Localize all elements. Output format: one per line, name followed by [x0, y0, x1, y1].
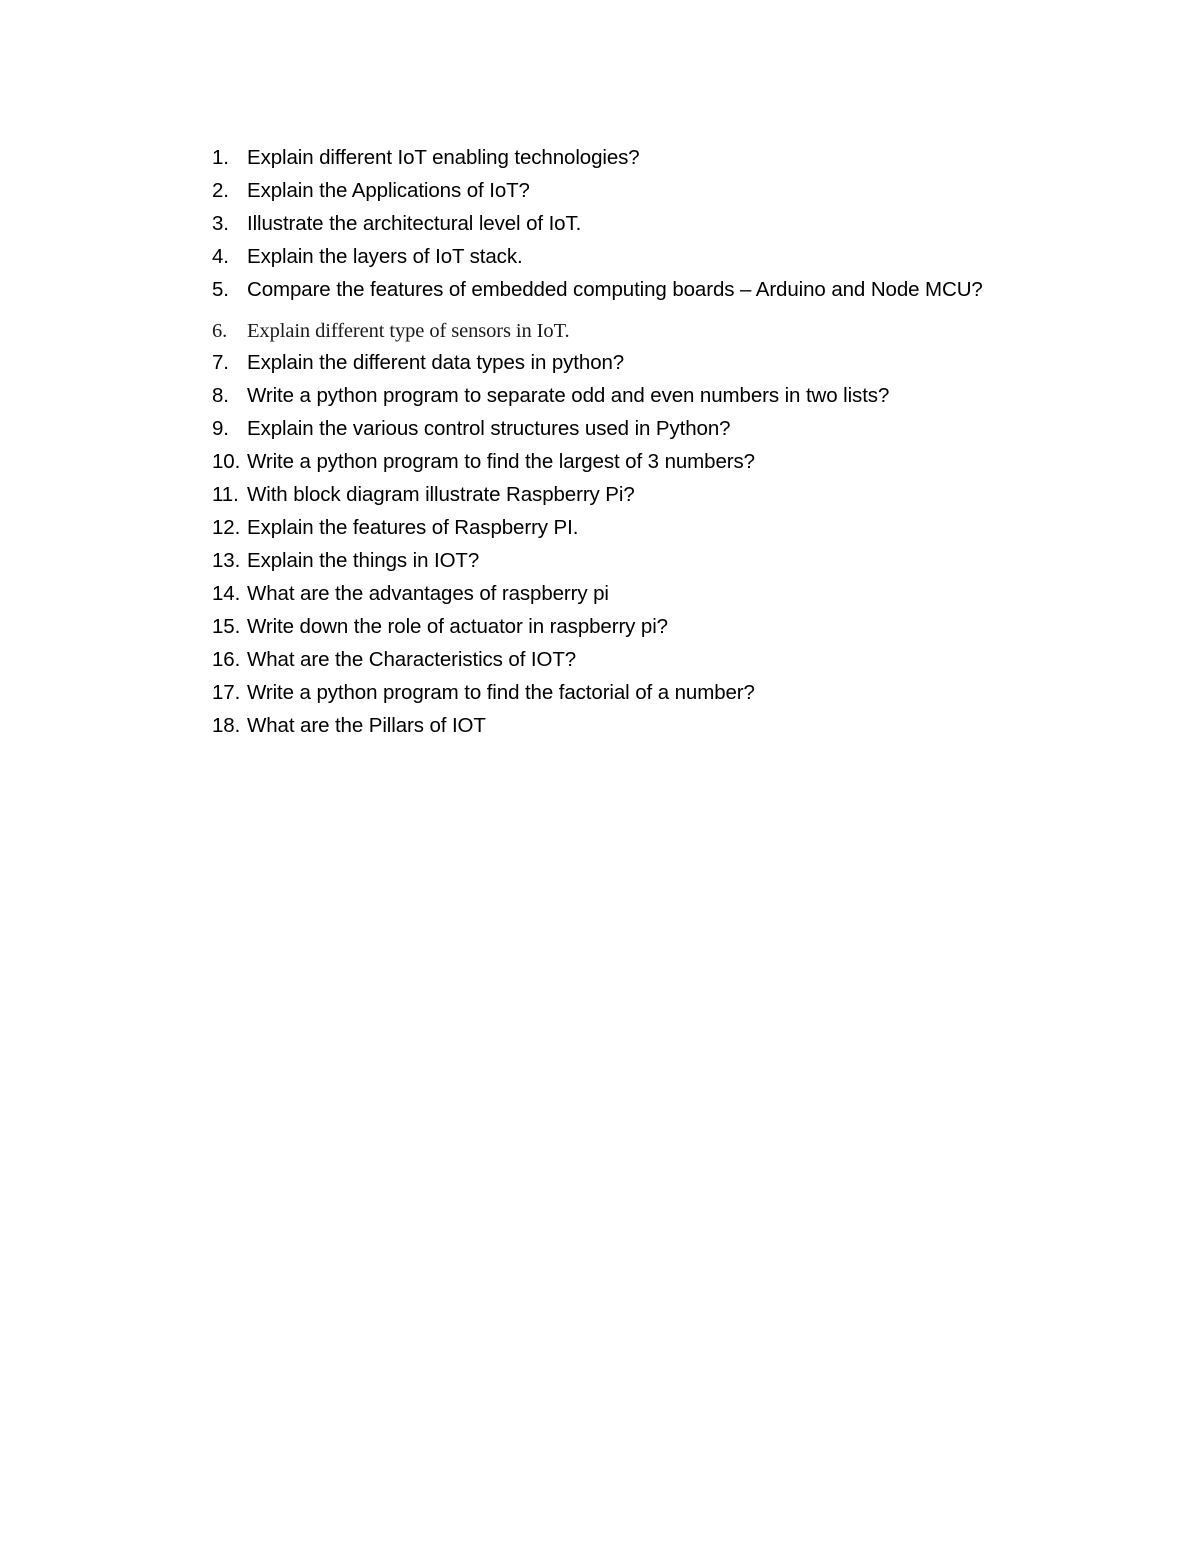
item-number: 1. — [212, 146, 229, 169]
list-item — [212, 412, 992, 445]
list-item — [212, 318, 992, 344]
item-number: 7. — [212, 351, 229, 374]
list-item — [212, 643, 992, 676]
list-item — [212, 240, 992, 273]
list-item — [212, 676, 992, 709]
item-number: 12. — [212, 516, 241, 539]
item-text: Explain the things in IOT? — [247, 549, 480, 572]
item-number: 17. — [212, 681, 241, 704]
item-text: What are the advantages of raspberry pi — [247, 582, 609, 605]
item-text: Explain the features of Raspberry PI. — [247, 516, 579, 539]
item-text: Write a python program to find the factorial of a number? — [247, 681, 755, 704]
question-list — [212, 141, 992, 742]
item-text: Write a python program to find the largest of 3 numbers? — [247, 450, 755, 473]
list-item — [212, 610, 992, 643]
item-number: 5. — [212, 278, 229, 301]
item-number: 14. — [212, 582, 241, 605]
item-number: 3. — [212, 212, 229, 235]
item-number: 16. — [212, 648, 241, 671]
list-item — [212, 141, 992, 174]
item-number: 13. — [212, 549, 241, 572]
item-text: Explain different type of sensors in IoT. — [247, 320, 570, 342]
item-number: 6. — [212, 320, 228, 342]
list-item — [212, 709, 992, 742]
item-text: Explain different IoT enabling technologies? — [247, 146, 640, 169]
list-item — [212, 273, 992, 306]
item-text: Explain the Applications of IoT? — [247, 179, 530, 202]
item-text: Compare the features of embedded computing boards – Arduino and Node MCU? — [247, 278, 983, 301]
item-number: 4. — [212, 245, 229, 268]
list-item — [212, 379, 992, 412]
item-number: 9. — [212, 417, 229, 440]
list-item — [212, 577, 992, 610]
item-text: What are the Characteristics of IOT? — [247, 648, 577, 671]
list-item — [212, 346, 992, 379]
item-number: 11. — [212, 483, 239, 506]
list-item — [212, 544, 992, 577]
item-text: Write down the role of actuator in raspberry pi? — [247, 615, 668, 638]
item-text: What are the Pillars of IOT — [247, 714, 486, 737]
item-text: Explain the layers of IoT stack. — [247, 245, 523, 268]
item-text: With block diagram illustrate Raspberry Pi? — [247, 483, 635, 506]
item-number: 8. — [212, 384, 229, 407]
item-number: 18. — [212, 714, 241, 737]
list-item — [212, 511, 992, 544]
list-item — [212, 445, 992, 478]
item-text: Illustrate the architectural level of IoT. — [247, 212, 582, 235]
item-number: 15. — [212, 615, 241, 638]
item-number: 10. — [212, 450, 241, 473]
item-number: 2. — [212, 179, 229, 202]
item-text: Explain the various control structures used in Python? — [247, 417, 731, 440]
item-text: Write a python program to separate odd and even numbers in two lists? — [247, 384, 890, 407]
item-text: Explain the different data types in python? — [247, 351, 625, 374]
list-item — [212, 478, 992, 511]
list-item — [212, 174, 992, 207]
list-item — [212, 207, 992, 240]
